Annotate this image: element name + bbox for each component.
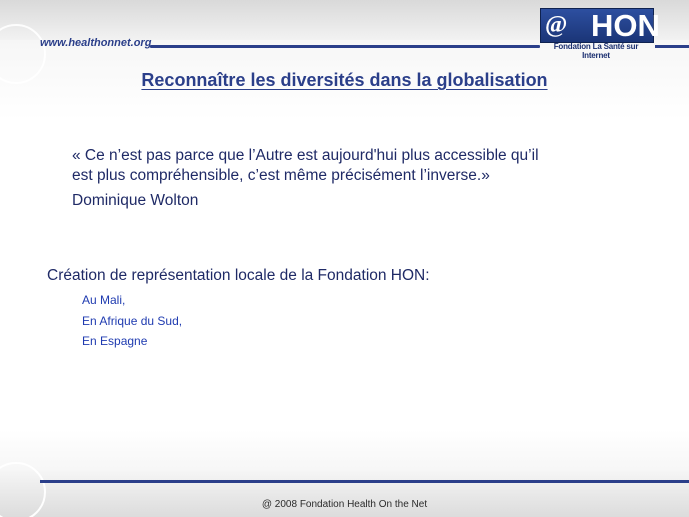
footer-copyright: @ 2008 Fondation Health On the Net — [261, 499, 428, 510]
hon-logo-box — [540, 8, 660, 43]
logo-text: HON — [591, 8, 660, 43]
hon-logo — [540, 8, 660, 60]
at-icon: @ — [545, 12, 568, 38]
location-list — [82, 290, 182, 352]
quote-line-2: est plus compréhensible, c’est même précisément l’inverse.» — [72, 167, 490, 184]
header-divider-line — [150, 45, 540, 48]
header-divider-line-right — [655, 45, 689, 48]
list-item: En Espagne — [82, 334, 148, 348]
list-item: Au Mali, — [82, 293, 126, 307]
section-heading: Création de représentation locale de la Fondation HON: — [47, 267, 430, 284]
logo-subtitle: Fondation La Santé sur Internet — [553, 42, 639, 60]
quote-text — [72, 146, 632, 186]
quote-author: Dominique Wolton — [72, 192, 199, 209]
footer-divider-line — [40, 480, 689, 483]
list-item: En Afrique du Sud, — [82, 313, 183, 328]
quote-line-1: « Ce n’est pas parce que l’Autre est aujourd'hui plus accessible qu’il — [72, 147, 539, 164]
slide-title: Reconnaître les diversités dans la globalisation — [141, 70, 548, 90]
website-url-link[interactable]: www.healthonnet.org — [40, 37, 152, 49]
